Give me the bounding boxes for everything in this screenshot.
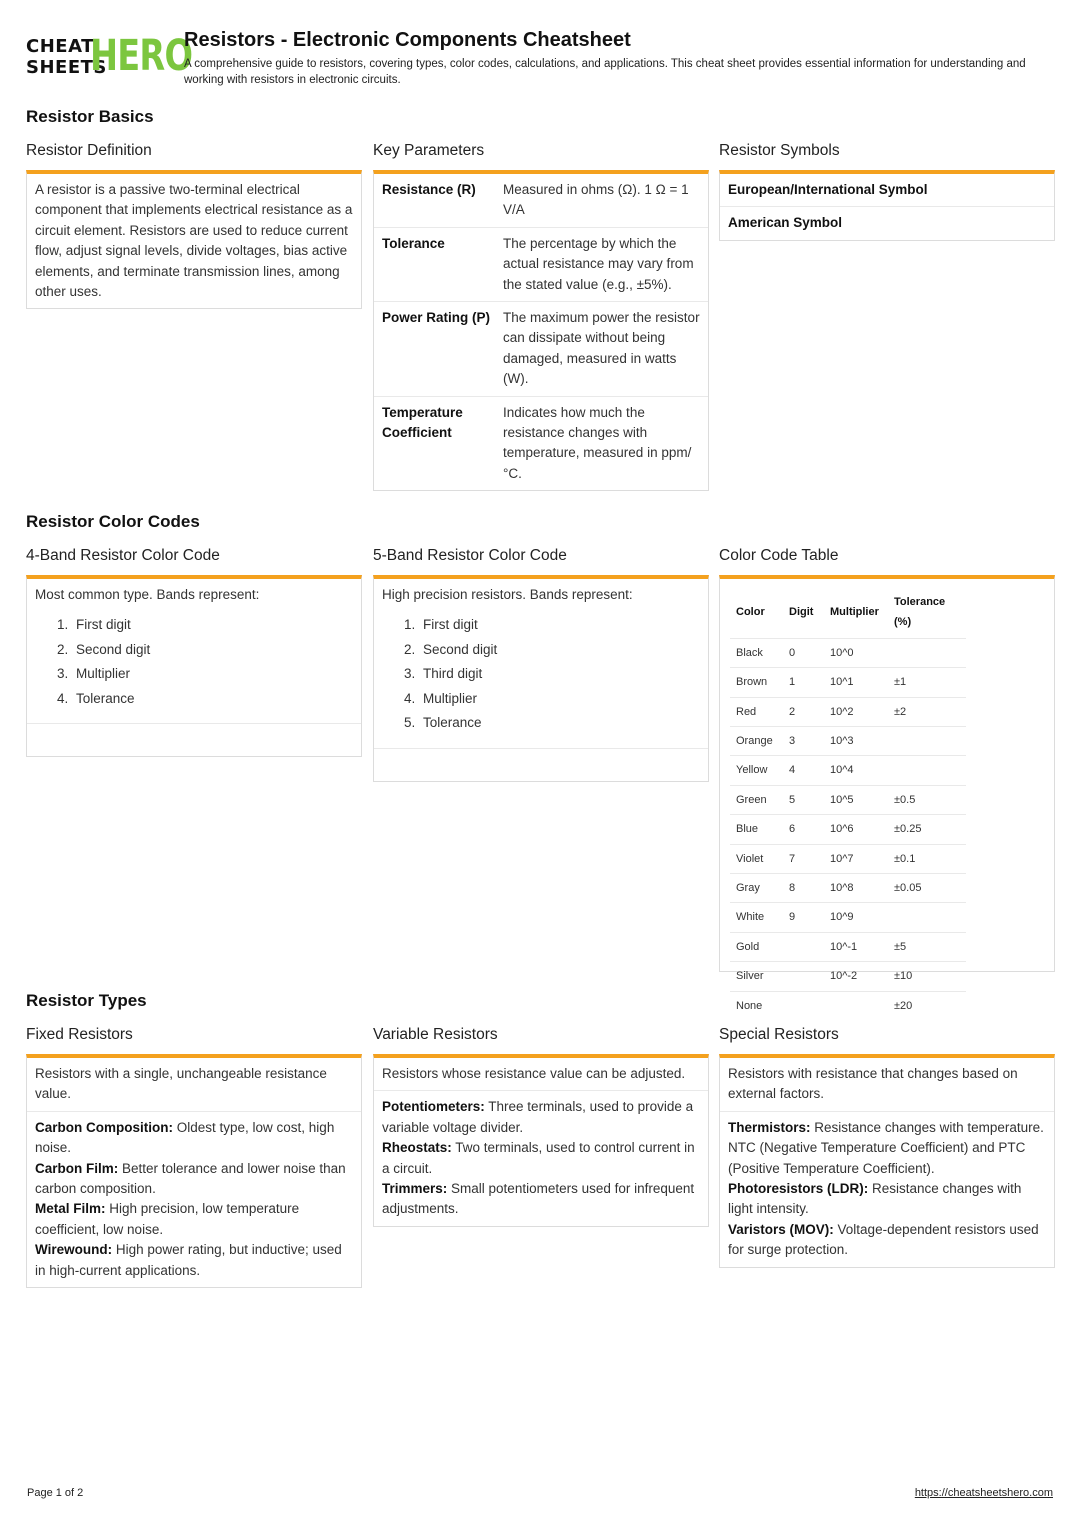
term: Thermistors: <box>728 1119 811 1135</box>
table-cell <box>824 991 888 1020</box>
table-cell: 10^7 <box>824 844 888 873</box>
table-cell: ±0.25 <box>888 815 966 844</box>
column-symbols <box>719 142 1055 241</box>
term-desc: Two terminals, used to control current in a circuit. <box>382 1140 695 1176</box>
table-cell: ±10 <box>888 962 966 991</box>
term-desc: Better tolerance and lower noise than carbon composition. <box>35 1160 346 1197</box>
logo-text-sheets: SHEETS <box>26 57 107 78</box>
parameter-row <box>374 228 708 302</box>
parameter-value: The percentage by which the actual resistance may vary from the stated value (e.g., ±5%). <box>503 235 694 292</box>
table-cell: Silver <box>730 962 783 991</box>
cheatsheetshero-logo[interactable] <box>26 31 193 81</box>
list-item: 5. Tolerance <box>419 711 700 736</box>
variable-intro: Resistors whose resistance value can be adjusted. <box>374 1058 708 1091</box>
table-cell: Blue <box>730 815 783 844</box>
list-item <box>728 1220 1046 1261</box>
color-code-table <box>730 587 966 1020</box>
definition-text: A resistor is a passive two-terminal electrical component that implements electrical resistance as a circuit element. Resistors are used to reduce current flow, adjust signal levels, divide voltages, bias active elements, and terminate transmission lines, among other uses. <box>35 182 353 300</box>
list-item: 2. Second digit <box>72 638 353 663</box>
table-cell: 1 <box>783 668 824 697</box>
subsection-title: Key Parameters <box>373 142 485 159</box>
list-item <box>728 1179 1046 1220</box>
four-band-intro: Most common type. Bands represent: <box>35 587 260 602</box>
symbol-row <box>720 174 1054 207</box>
table-row <box>730 815 966 844</box>
column-header: Color <box>736 606 765 619</box>
table-cell <box>783 962 824 991</box>
table-row <box>730 727 966 756</box>
five-band-list <box>382 613 700 736</box>
section-title-color-codes: Resistor Color Codes <box>26 512 200 531</box>
column-color-table <box>719 547 1055 1012</box>
table-cell: 10^8 <box>824 874 888 903</box>
four-band-card <box>26 575 362 757</box>
table-cell: 6 <box>783 815 824 844</box>
fixed-list <box>27 1112 361 1287</box>
parameter-value: Measured in ohms (Ω). 1 Ω = 1 V/A <box>503 182 689 218</box>
table-row <box>730 638 966 667</box>
list-item: 3. Third digit <box>419 662 700 687</box>
site-link[interactable]: https://cheatsheetshero.com <box>914 1487 1053 1499</box>
four-band-list <box>35 613 353 711</box>
table-row <box>730 844 966 873</box>
table-cell <box>783 932 824 961</box>
parameter-name: Tolerance <box>382 235 445 251</box>
term: Rheostats: <box>382 1140 452 1156</box>
five-band-content <box>374 579 708 748</box>
fixed-card <box>26 1054 362 1288</box>
list-item: 2. Second digit <box>419 638 700 663</box>
symbol-label: European/International Symbol <box>728 182 928 197</box>
page-header <box>184 29 1044 88</box>
variable-list <box>374 1091 708 1225</box>
term-desc: High power rating, but inductive; used in high-current applications. <box>35 1242 342 1278</box>
term: Varistors (MOV): <box>728 1221 834 1237</box>
table-cell: ±0.5 <box>888 785 966 814</box>
table-cell: 10^5 <box>824 785 888 814</box>
table-row <box>730 962 966 991</box>
table-row <box>730 991 966 1020</box>
parameter-value: The maximum power the resistor can dissipate without being damaged, measured in watts (W). <box>503 310 700 387</box>
table-cell: 10^-2 <box>824 962 888 991</box>
term-desc: Resistance changes with light intensity. <box>728 1181 1022 1217</box>
list-item: 1. First digit <box>72 613 353 638</box>
table-cell: ±0.05 <box>888 874 966 903</box>
table-row <box>730 756 966 785</box>
column-special <box>719 1026 1055 1268</box>
section-title-types: Resistor Types <box>26 991 147 1010</box>
term: Carbon Film: <box>35 1160 119 1176</box>
parameter-value: Indicates how much the resistance changes with temperature, measured in ppm/°C. <box>503 404 692 481</box>
table-cell <box>888 903 966 932</box>
list-item <box>382 1138 700 1179</box>
table-cell: 8 <box>783 874 824 903</box>
column-header: Tolerance (%) <box>894 596 946 629</box>
four-band-content <box>27 579 361 723</box>
symbol-row <box>720 207 1054 239</box>
column-definition <box>26 142 362 309</box>
term-desc: Voltage-dependent resistors used for surge protection. <box>728 1221 1039 1258</box>
subsection-title: 4-Band Resistor Color Code <box>26 547 220 564</box>
column-variable <box>373 1026 709 1227</box>
column-header: Multiplier <box>830 606 879 619</box>
column-parameters <box>373 142 709 491</box>
list-item <box>728 1118 1046 1179</box>
parameters-card <box>373 170 709 491</box>
term: Metal Film: <box>35 1201 106 1217</box>
table-row <box>730 903 966 932</box>
term: Potentiometers: <box>382 1099 485 1115</box>
term-desc: Oldest type, low cost, high noise. <box>35 1119 335 1156</box>
table-cell: White <box>730 903 783 932</box>
symbol-label: American Symbol <box>728 215 843 231</box>
empty-row <box>27 723 361 756</box>
table-cell: Gray <box>730 874 783 903</box>
table-header-row <box>730 587 966 638</box>
table-cell: 10^0 <box>824 638 888 667</box>
table-cell: 9 <box>783 903 824 932</box>
special-list <box>720 1112 1054 1267</box>
term-desc: Resistance changes with temperature. NTC (Negative Temperature Coefficient) and PTC (Positive Temperature Coefficient). <box>728 1119 1044 1176</box>
term: Photoresistors (LDR): <box>728 1181 869 1197</box>
list-item <box>35 1118 353 1159</box>
table-cell: 10^4 <box>824 756 888 785</box>
five-band-card <box>373 575 709 782</box>
table-cell <box>783 991 824 1020</box>
subsection-title: Fixed Resistors <box>26 1026 133 1043</box>
table-cell: 10^6 <box>824 815 888 844</box>
section-title-basics: Resistor Basics <box>26 107 154 126</box>
list-item <box>35 1159 353 1200</box>
term: Carbon Composition: <box>35 1119 173 1135</box>
column-fixed <box>26 1026 362 1288</box>
subsection-title: Variable Resistors <box>373 1026 498 1043</box>
logo-text-hero: HERO <box>90 31 193 81</box>
parameter-row <box>374 302 708 397</box>
table-cell: Violet <box>730 844 783 873</box>
empty-row <box>374 748 708 781</box>
list-item: 1. First digit <box>419 613 700 638</box>
table-cell: Yellow <box>730 756 783 785</box>
term: Trimmers: <box>382 1181 448 1197</box>
subsection-title: Resistor Symbols <box>719 142 840 159</box>
fixed-intro: Resistors with a single, unchangeable resistance value. <box>27 1058 361 1112</box>
subsection-title: Color Code Table <box>719 547 839 564</box>
list-item: 3. Multiplier <box>72 662 353 687</box>
table-cell: ±2 <box>888 697 966 726</box>
table-cell <box>888 638 966 667</box>
parameter-name: Power Rating (P) <box>382 310 491 326</box>
table-cell: 10^9 <box>824 903 888 932</box>
list-item <box>35 1240 353 1281</box>
table-row <box>730 697 966 726</box>
list-item: 4. Tolerance <box>72 687 353 712</box>
column-five-band <box>373 547 709 782</box>
special-intro: Resistors with resistance that changes based on external factors. <box>720 1058 1054 1112</box>
table-cell <box>888 756 966 785</box>
definition-card <box>26 170 362 309</box>
table-cell: ±20 <box>888 991 966 1020</box>
table-row <box>730 668 966 697</box>
five-band-intro: High precision resistors. Bands represent: <box>382 587 633 602</box>
term: Wirewound: <box>35 1242 113 1258</box>
list-item <box>35 1199 353 1240</box>
table-cell: 7 <box>783 844 824 873</box>
table-cell: 3 <box>783 727 824 756</box>
column-four-band <box>26 547 362 757</box>
table-cell: 10^1 <box>824 668 888 697</box>
page-description: A comprehensive guide to resistors, covering types, color codes, calculations, and applications. This cheat sheet provides essential information for understanding and working with resistors in electronic circuits. <box>184 58 1026 86</box>
table-cell: Gold <box>730 932 783 961</box>
table-cell: Brown <box>730 668 783 697</box>
list-item: 4. Multiplier <box>419 687 700 712</box>
term-desc: High precision, low temperature coefficient, low noise. <box>35 1201 300 1237</box>
table-row <box>730 785 966 814</box>
column-header: Digit <box>789 606 814 619</box>
list-item <box>382 1097 700 1138</box>
table-cell: 4 <box>783 756 824 785</box>
table-cell: ±1 <box>888 668 966 697</box>
term-desc: Three terminals, used to provide a variable voltage divider. <box>382 1099 694 1135</box>
page-number: Page 1 of 2 <box>27 1487 84 1499</box>
parameter-name: Temperature Coefficient <box>382 404 463 441</box>
table-cell: Green <box>730 785 783 814</box>
table-row <box>730 932 966 961</box>
special-card <box>719 1054 1055 1268</box>
table-cell: 5 <box>783 785 824 814</box>
parameter-row <box>374 397 708 491</box>
table-cell: ±5 <box>888 932 966 961</box>
page-title: Resistors - Electronic Components Cheatsheet <box>184 29 631 51</box>
variable-card <box>373 1054 709 1227</box>
table-cell: ±0.1 <box>888 844 966 873</box>
table-row <box>730 874 966 903</box>
table-cell: 2 <box>783 697 824 726</box>
table-cell: 0 <box>783 638 824 667</box>
table-cell: 10^-1 <box>824 932 888 961</box>
subsection-title: Resistor Definition <box>26 142 152 159</box>
subsection-title: Special Resistors <box>719 1026 839 1043</box>
subsection-title: 5-Band Resistor Color Code <box>373 547 567 564</box>
table-cell: Red <box>730 697 783 726</box>
logo-text-cheat: CHEAT <box>26 36 94 57</box>
table-cell <box>888 727 966 756</box>
table-cell: None <box>730 991 783 1020</box>
table-cell: 10^2 <box>824 697 888 726</box>
table-cell: Black <box>730 638 783 667</box>
parameter-name: Resistance (R) <box>382 182 476 197</box>
symbols-card <box>719 170 1055 241</box>
term-desc: Small potentiometers used for infrequent adjustments. <box>382 1181 695 1217</box>
table-cell: 10^3 <box>824 727 888 756</box>
list-item <box>382 1179 700 1220</box>
table-cell: Orange <box>730 727 783 756</box>
parameter-row <box>374 174 708 228</box>
color-table-card <box>719 575 1055 1012</box>
